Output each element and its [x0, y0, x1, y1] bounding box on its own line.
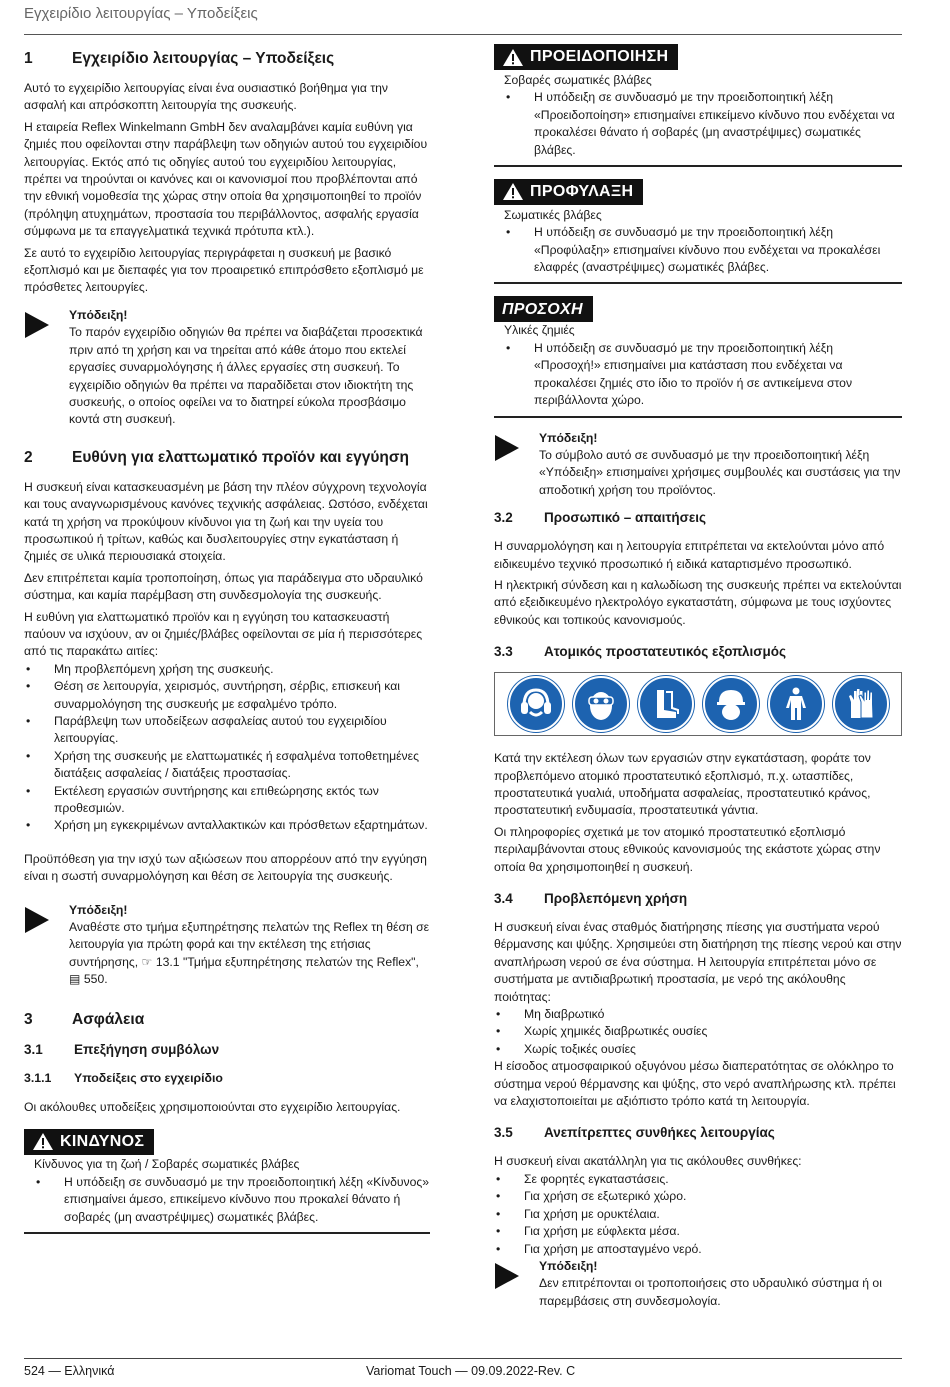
- caution-badge: [494, 179, 643, 205]
- attention-severity: Υλικές ζημιές: [504, 323, 575, 338]
- danger-severity: Κίνδυνος για τη ζωή / Σοβαρές σωματικές βλάβες: [34, 1157, 300, 1172]
- section-number: 3.1.1: [24, 1070, 52, 1085]
- section-3-heading: [24, 1011, 430, 1029]
- section-3-1-1-heading: [24, 1070, 430, 1087]
- list-item: • Μη προβλεπόμενη χρήση της συσκευής.: [24, 661, 430, 678]
- attention-box: [494, 296, 902, 417]
- hard-hat-icon: [703, 676, 759, 732]
- warning-label: ΠΡΟΕΙΔΟΠΟΙΗΣΗ: [530, 48, 669, 66]
- list-item: • Για χρήση με ορυκτέλαια.: [494, 1206, 902, 1223]
- warning-text: • Η υπόδειξη σε συνδυασμό με την προειδοποιητική λέξη «Προειδοποίηση» επισημαίνει επικείμενο κίνδυνο που ενδέχεται να προκαλέσει θάνατο ή σοβαρές (μη αναστρέψιμες) σωματικές βλάβες.: [504, 89, 902, 159]
- list-item: • Για χρήση με εύφλεκτα μέσα.: [494, 1223, 902, 1240]
- protective-gloves-icon: [833, 676, 889, 732]
- warning-triangle-icon: [32, 1132, 54, 1151]
- note-arrow-icon: [494, 430, 539, 500]
- list-item: • Για χρήση σε εξωτερικό χώρο.: [494, 1188, 902, 1205]
- list-item: • Μη διαβρωτικό: [494, 1006, 902, 1023]
- note-text: Το παρόν εγχειρίδιο οδηγιών θα πρέπει να διαβάζεται προσεκτικά πριν από τη χρήση και να τηρείται από κάθε άτομο που εκτελεί εργασίες συναρμολόγησης ή άλλες εργασίες στη συσκευή. Το εγχειρίδιο οδηγιών θα πρέπει να παραδίδεται στον ιδιοκτήτη της συσκευής, ο οποίος οφείλει να το διατηρεί εύκολα προσβάσιμο κοντά στη συσκευή.: [69, 325, 423, 427]
- section-number: 3.3: [494, 644, 513, 660]
- attention-text: • Η υπόδειξη σε συνδυασμό με την προειδοποιητική λέξη «Προσοχή!» επισημαίνει μια κατάσταση που ενδέχεται να προκαλέσει ζημιές στο ίδιο το προϊόν ή σε αντικείμενα στον περιβάλλοντα χώρο.: [504, 340, 902, 410]
- paragraph: Σε αυτό το εγχειρίδιο λειτουργίας περιγράφεται η συσκευή με βασικό εξοπλισμό και με διεπαφές για τον προαιρετικό επιπρόσθετο εξοπλισμό με πρόσθετες λειτουργίες.: [24, 245, 424, 295]
- section-1-heading: [24, 50, 430, 68]
- section-3-2-heading: [494, 509, 902, 526]
- attention-label: ΠΡΟΣΟΧΗ: [502, 300, 583, 318]
- section-number: 3.1: [24, 1041, 43, 1057]
- paragraph: Οι ακόλουθες υποδείξεις χρησιμοποιούνται στο εγχειρίδιο λειτουργίας.: [24, 1100, 401, 1115]
- paragraph: Η συσκευή είναι ένας σταθμός διατήρησης πίεσης για συστήματα νερού θέρμανσης και ψύξης. Χρησιμεύει στη διατήρηση της πίεσης νερού και στην αναπλήρωση νερού σε ένα σύστημα. Η λειτουργία επιτρέπεται μόνο σε συστήματα με αντιδιαβρωτική προστασία, με νερό της ακόλουθης ποιότητας:: [494, 920, 902, 1004]
- list-item: • Σε φορητές εγκαταστάσεις.: [494, 1171, 902, 1188]
- liability-list: [24, 661, 430, 835]
- section-number: 1: [24, 50, 33, 67]
- section-number: 3.2: [494, 510, 513, 526]
- ppe-icons: [494, 672, 902, 736]
- list-item: • Εκτέλεση εργασιών συντήρησης και επιθεώρησης εκτός των προθεσμιών.: [24, 783, 430, 818]
- section-title: Προσωπικό – απαιτήσεις: [544, 510, 707, 526]
- note-arrow-icon: [24, 307, 69, 429]
- section-title: Ατομικός προστατευτικός εξοπλισμός: [544, 644, 787, 660]
- note-text: Το σύμβολο αυτό σε συνδυασμό με την προειδοποιητική λέξη «Υπόδειξη» επισημαίνει χρήσιμες συμβουλές και συστάσεις για την αποδοτική χρήση του προϊόντος.: [539, 447, 901, 497]
- section-3-1-heading: [24, 1041, 430, 1058]
- safety-goggles-icon: [573, 676, 629, 732]
- caution-box: [494, 179, 902, 285]
- note-text: Δεν επιτρέπονται οι τροποποιήσεις στο υδραυλικό σύστημα ή οι παρεμβάσεις στη συνδεσμολογία.: [539, 1276, 882, 1308]
- warning-badge: [494, 44, 678, 70]
- paragraph: Δεν επιτρέπεται καμία τροποποίηση, όπως για παράδειγμα στο υδραυλικό σύστημα, και καμία παρέμβαση στη συνδεσμολογία της συσκευής.: [24, 570, 423, 603]
- section-number: 2: [24, 448, 33, 466]
- paragraph: Η εταιρεία Reflex Winkelmann GmbH δεν αναλαμβάνει καμία ευθύνη για ζημιές που οφείλονται στην παράβλεψη των οδηγιών αυτού του εγχειριδίου λειτουργίας. Εκτός από τις οδηγίες αυτού του εγχειριδίου λειτουργίας, πρέπει να τηρούνται οι κανόνες και οι κανονισμοί που προβλέπονται από την εθνική νομοθεσία της χώρας στην οποία θα χρησιμοποιηθεί το προϊόν (πρόληψη ατυχημάτων, προστασία του περιβάλλοντος, ασφαλής εργασία σύμφωνα με τα επαγγελματικά τεχνικά πρότυπα κτλ.).: [24, 119, 428, 239]
- paragraph: Η συσκευή είναι κατασκευασμένη με βάση την πλέον σύγχρονη τεχνολογία και τους αναγνωρισμένους κανόνες τεχνικής ασφάλειας. Ωστόσο, ενδέχεται κατά τη χρήση να προκύψουν κίνδυνοι για τη ζωή και την υγεία του προσωπικού ή τρίτων, καθώς και δυσλειτουργίες στην εγκατάσταση ή ζημιές σε υλικά περιουσιακά στοιχεία.: [24, 479, 428, 564]
- attention-badge: [494, 296, 593, 322]
- list-item: • Για χρήση με αποσταγμένο νερό.: [494, 1241, 902, 1258]
- section-title: Υποδείξεις στο εγχειρίδιο: [74, 1070, 223, 1085]
- danger-text: • Η υπόδειξη σε συνδυασμό με την προειδοποιητική λέξη «Κίνδυνος» επισημαίνει άμεσο, επικείμενο κίνδυνο που προκαλεί θάνατο ή σοβαρές (μη αναστρέψιμες) σωματικές βλάβες.: [34, 1174, 430, 1226]
- header-title: Εγχειρίδιο λειτουργίας – Υποδείξεις: [24, 5, 258, 22]
- section-3-3-heading: [494, 643, 902, 660]
- paragraph: Η ηλεκτρική σύνδεση και η καλωδίωση της συσκευής πρέπει να εκτελούνται από εξειδικευμένο ηλεκτρολόγο εγκαταστάτη, σύμφωνα με τους ισχύοντες εθνικούς και τοπικούς κανονισμούς.: [494, 577, 902, 627]
- forbidden-conditions-list: [494, 1171, 902, 1258]
- note-block: [24, 307, 430, 429]
- danger-box: [24, 1129, 430, 1235]
- section-3-5-heading: [494, 1124, 902, 1141]
- list-item: • Θέση σε λειτουργία, χειρισμός, συντήρηση, σέρβις, επισκευή και συναρμολόγηση της συσκευής με εσφαλμένο τρόπο.: [24, 678, 430, 713]
- note-block: [24, 902, 430, 989]
- page-number: 524 — Ελληνικά: [24, 1364, 115, 1378]
- list-item: • Χρήση της συσκευής με ελαττωματικές ή εσφαλμένα τοποθετημένες διατάξεις ασφαλείας / διατάξεις προστασίας.: [24, 748, 430, 783]
- water-quality-list: [494, 1006, 902, 1058]
- section-title: Προβλεπόμενη χρήση: [544, 891, 688, 906]
- warning-severity: Σοβαρές σωματικές βλάβες: [504, 72, 652, 87]
- note-block: [494, 430, 902, 500]
- page-header: [24, 5, 902, 35]
- paragraph: Κατά την εκτέλεση όλων των εργασιών στην εγκατάσταση, φοράτε τον προβλεπόμενο ατομικό προστατευτικό εξοπλισμό, π.χ. ωτασπίδες, προστατευτικά γυαλιά, υποδήματα ασφαλείας, προστατευτικό κράνος, προστατευτική ενδυμασία, προστατευτικά γάντια.: [494, 751, 871, 818]
- warning-box: [494, 44, 902, 167]
- danger-label: ΚΙΝΔΥΝΟΣ: [60, 1132, 145, 1150]
- list-item: • Παράβλεψη των υποδείξεων ασφαλείας αυτού του εγχειριδίου λειτουργίας.: [24, 713, 430, 748]
- section-title: Ανεπίτρεπτες συνθήκες λειτουργίας: [544, 1125, 775, 1141]
- paragraph: Η ευθύνη για ελαττωματικό προϊόν και η εγγύηση του κατασκευαστή παύουν να ισχύουν, αν οι ζημιές/βλάβες οφείλονται σε μία ή περισσότερες από τις παρακάτω αιτίες:: [24, 609, 423, 659]
- warning-triangle-icon: [502, 48, 524, 67]
- list-item: • Χωρίς τοξικές ουσίες: [494, 1041, 902, 1058]
- protective-clothing-icon: [768, 676, 824, 732]
- paragraph: Προϋπόθεση για την ισχύ των αξιώσεων που απορρέουν από την εγγύηση είναι η σωστή συναρμολόγηση και θέση σε λειτουργία της συσκευής.: [24, 851, 427, 884]
- section-2-heading: [24, 449, 430, 467]
- note-title: Υπόδειξη!: [69, 307, 128, 322]
- caution-severity: Σωματικές βλάβες: [504, 207, 602, 222]
- note-title: Υπόδειξη!: [539, 1258, 598, 1273]
- section-title: Ασφάλεια: [72, 1010, 145, 1028]
- section-number: 3.4: [494, 891, 513, 906]
- caution-text: • Η υπόδειξη σε συνδυασμό με την προειδοποιητική λέξη «Προφύλαξη» επισημαίνει κίνδυνο που ενδέχεται να προκαλέσει ελαφρές (αναστρέψιμες) σωματικές βλάβες.: [504, 224, 902, 276]
- section-number: 3: [24, 1010, 33, 1028]
- safety-boots-icon: [638, 676, 694, 732]
- list-item: • Χρήση μη εγκεκριμένων ανταλλακτικών και πρόσθετων εξαρτημάτων.: [24, 817, 430, 834]
- note-text: Αναθέστε στο τμήμα εξυπηρέτησης πελατών της Reflex τη θέση σε λειτουργία για πρώτη φορά και την εκτέλεση της ετήσιας συντήρησης, ☞ 13.1 "Τμήμα εξυπηρέτησης πελατών της Reflex", ▤ 550.: [69, 920, 430, 987]
- paragraph: Η συσκευή είναι ακατάλληλη για τις ακόλουθες συνθήκες:: [494, 1154, 802, 1169]
- section-3-4-heading: [494, 890, 902, 907]
- section-title: Ευθύνη για ελαττωματικό προϊόν και εγγύηση: [72, 448, 409, 466]
- ear-protection-icon: [508, 676, 564, 732]
- danger-badge: [24, 1129, 154, 1155]
- note-title: Υπόδειξη!: [69, 902, 128, 917]
- caution-label: ΠΡΟΦΥΛΑΞΗ: [530, 183, 634, 201]
- list-item: • Χωρίς χημικές διαβρωτικές ουσίες: [494, 1023, 902, 1040]
- section-title: Επεξήγηση συμβόλων: [74, 1041, 220, 1057]
- note-arrow-icon: [24, 902, 69, 989]
- left-column: [24, 44, 430, 1246]
- note-block: [494, 1258, 902, 1310]
- warning-triangle-icon: [502, 182, 524, 201]
- paragraph: Οι πληροφορίες σχετικά με τον ατομικό προστατευτικό εξοπλισμό περιλαμβάνονται στους εθνικούς κανονισμούς της εκάστοτε χώρας στην οποία θα χρησιμοποιηθεί η συσκευή.: [494, 824, 881, 874]
- paragraph: Η συναρμολόγηση και η λειτουργία επιτρέπεται να εκτελούνται μόνο από ειδικευμένο τεχνικό προσωπικό ή ειδικά καταρτισμένο προσωπικό.: [494, 539, 885, 571]
- document-info: Variomat Touch — 09.09.2022-Rev. C: [366, 1364, 576, 1378]
- right-column: [494, 44, 902, 1320]
- section-number: 3.5: [494, 1125, 513, 1141]
- page-footer: [24, 1358, 902, 1378]
- paragraph: Η είσοδος ατμοσφαιρικού οξυγόνου μέσω διαπερατότητας σε ολόκληρο το σύστημα νερού θέρμανσης και ψύξης, στο νερό αναπλήρωσης κτλ. πρέπει να ελαχιστοποιείται με αξιόπιστο τρόπο κατά τη λειτουργία.: [494, 1059, 896, 1109]
- paragraph: Αυτό το εγχειρίδιο λειτουργίας είναι ένα ουσιαστικό βοήθημα για την ασφαλή και απρόσκοπτη λειτουργία της συσκευής.: [24, 81, 388, 113]
- section-title: Εγχειρίδιο λειτουργίας – Υποδείξεις: [72, 50, 335, 67]
- note-title: Υπόδειξη!: [539, 430, 598, 445]
- note-arrow-icon: [494, 1258, 539, 1310]
